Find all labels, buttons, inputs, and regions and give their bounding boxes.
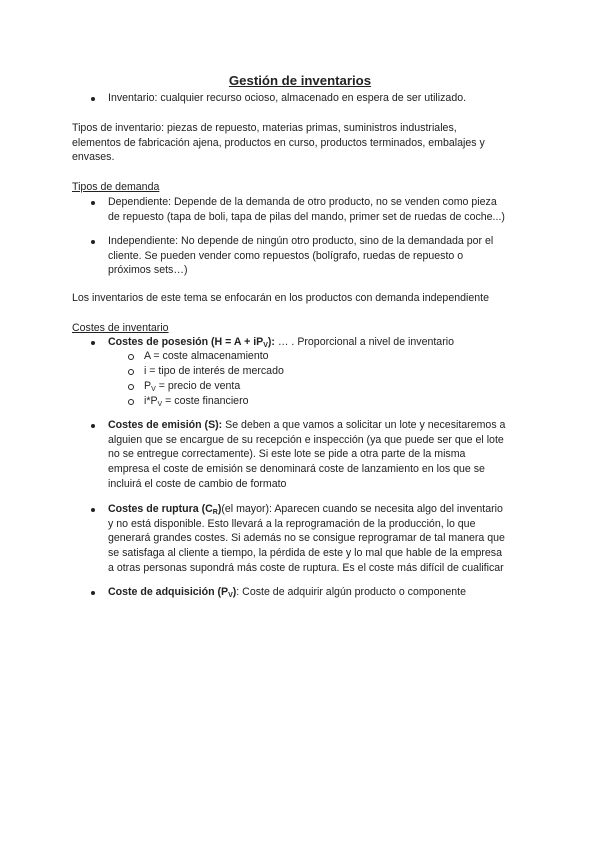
text: i = tipo de interés de mercado xyxy=(144,365,284,377)
text-line: y no está disponible. Esto llevará a la reprogramación de la producción, lo que xyxy=(108,517,476,530)
text-line: se satisfaga al cliente a tiempo, la pérdida de este y lo mal que hable de la empresa xyxy=(108,547,502,560)
subscript: R xyxy=(212,509,218,516)
stockout-cost-item xyxy=(108,502,548,576)
holding-subitem xyxy=(144,349,269,364)
intro-bullet-text: Inventario: cualquier recurso ocioso, almacenado en espera de ser utilizado. xyxy=(108,92,467,104)
circle-bullet xyxy=(128,399,134,405)
holding-subitem xyxy=(144,394,249,409)
holding-cost-item xyxy=(108,335,454,350)
bullet-dot xyxy=(91,591,95,595)
text: i*P xyxy=(144,395,158,407)
text-line: cliente. Se pueden vender como repuestos (bolígrafo, ruedas de repuesto o xyxy=(108,249,464,262)
text: = coste financiero xyxy=(162,395,249,407)
dependent-demand-item xyxy=(108,195,548,224)
bullet-dot xyxy=(91,97,95,101)
label-text: ) xyxy=(217,503,222,515)
text-line: empresa el coste de emisión se denominará coste de lanzamiento en los que se xyxy=(108,463,485,476)
acquisition-cost-label xyxy=(108,586,236,598)
text-line: próximos sets…) xyxy=(108,264,188,277)
text: A = coste almacenamiento xyxy=(144,350,269,362)
ordering-cost-item xyxy=(108,418,548,492)
subscript: V xyxy=(157,401,163,408)
text-line: Dependiente: Depende de la demanda de otro producto, no se venden como pieza xyxy=(108,196,497,208)
subscript: V xyxy=(151,386,156,393)
text-line xyxy=(108,418,548,433)
page-title: Gestión de inventarios xyxy=(228,73,372,88)
independent-demand-item xyxy=(108,234,548,278)
label-text: Costes de ruptura (C xyxy=(108,503,213,515)
text-line: no se entregue correctamente). Si este lote se pide a otra parte de la misma xyxy=(108,448,466,461)
bullet-dot xyxy=(91,424,95,428)
text-line: incluirá el coste de cambio de formato xyxy=(108,477,287,490)
holding-cost-text: … . Proporcional a nivel de inventario xyxy=(274,336,454,348)
text: P xyxy=(144,380,152,392)
demand-heading: Tipos de demanda xyxy=(72,181,160,193)
text-line: generará grandes costes. Si además no se consigue reprogramar de tal manera que xyxy=(108,532,505,545)
text-line: elementos de fabricación ajena, productos en curso, productos terminados, embalajes y xyxy=(72,136,485,149)
text: (el mayor): Aparecen cuando se necesita algo del inventario xyxy=(221,503,503,515)
subscript: V xyxy=(263,342,268,349)
focus-sentence: Los inventarios de este tema se enfocarán en los productos con demanda independiente xyxy=(72,292,489,304)
text: Se deben a que vamos a solicitar un lote y necesitaremos a xyxy=(222,419,506,431)
acquisition-cost-item xyxy=(108,585,466,600)
holding-cost-label xyxy=(108,336,275,348)
text-line: de repuesto (tapa de boli, tapa de pilas del mando, primer set de ruedas de coche...) xyxy=(108,210,505,223)
bullet-dot xyxy=(91,201,95,205)
ordering-cost-label: Costes de emisión (S): xyxy=(108,419,223,431)
stockout-cost-label xyxy=(108,503,221,515)
text-line: Independiente: No depende de ningún otro producto, sino de la demandada por el xyxy=(108,235,494,247)
label-text: Costes de posesión (H = A + iP xyxy=(108,336,264,348)
acquisition-cost-text: : Coste de adquirir algún producto o componente xyxy=(236,586,466,598)
bullet-dot xyxy=(91,341,95,345)
label-text: ) xyxy=(232,586,237,598)
circle-bullet xyxy=(128,369,134,375)
holding-subitem xyxy=(144,379,240,394)
text-line: a otras personas supondrá más coste de ruptura. Es el coste más difícil de cualificar xyxy=(108,561,504,574)
costs-heading: Costes de inventario xyxy=(72,322,169,334)
text-line: Tipos de inventario: piezas de repuesto, materias primas, suministros industriales, xyxy=(72,122,457,134)
circle-bullet xyxy=(128,354,134,360)
text-line: alguien que se encargue de su recepción e inspección (ya que puede ser que el lote xyxy=(108,433,504,446)
inventory-types-paragraph xyxy=(72,121,532,165)
label-text: Coste de adquisición (P xyxy=(108,586,229,598)
text-line xyxy=(108,502,548,517)
bullet-dot xyxy=(91,508,95,512)
circle-bullet xyxy=(128,384,134,390)
subscript: V xyxy=(228,592,233,599)
bullet-dot xyxy=(91,240,95,244)
text-line: envases. xyxy=(72,151,115,164)
label-text: ): xyxy=(267,336,275,348)
text: = precio de venta xyxy=(155,380,241,392)
holding-subitem xyxy=(144,364,284,379)
